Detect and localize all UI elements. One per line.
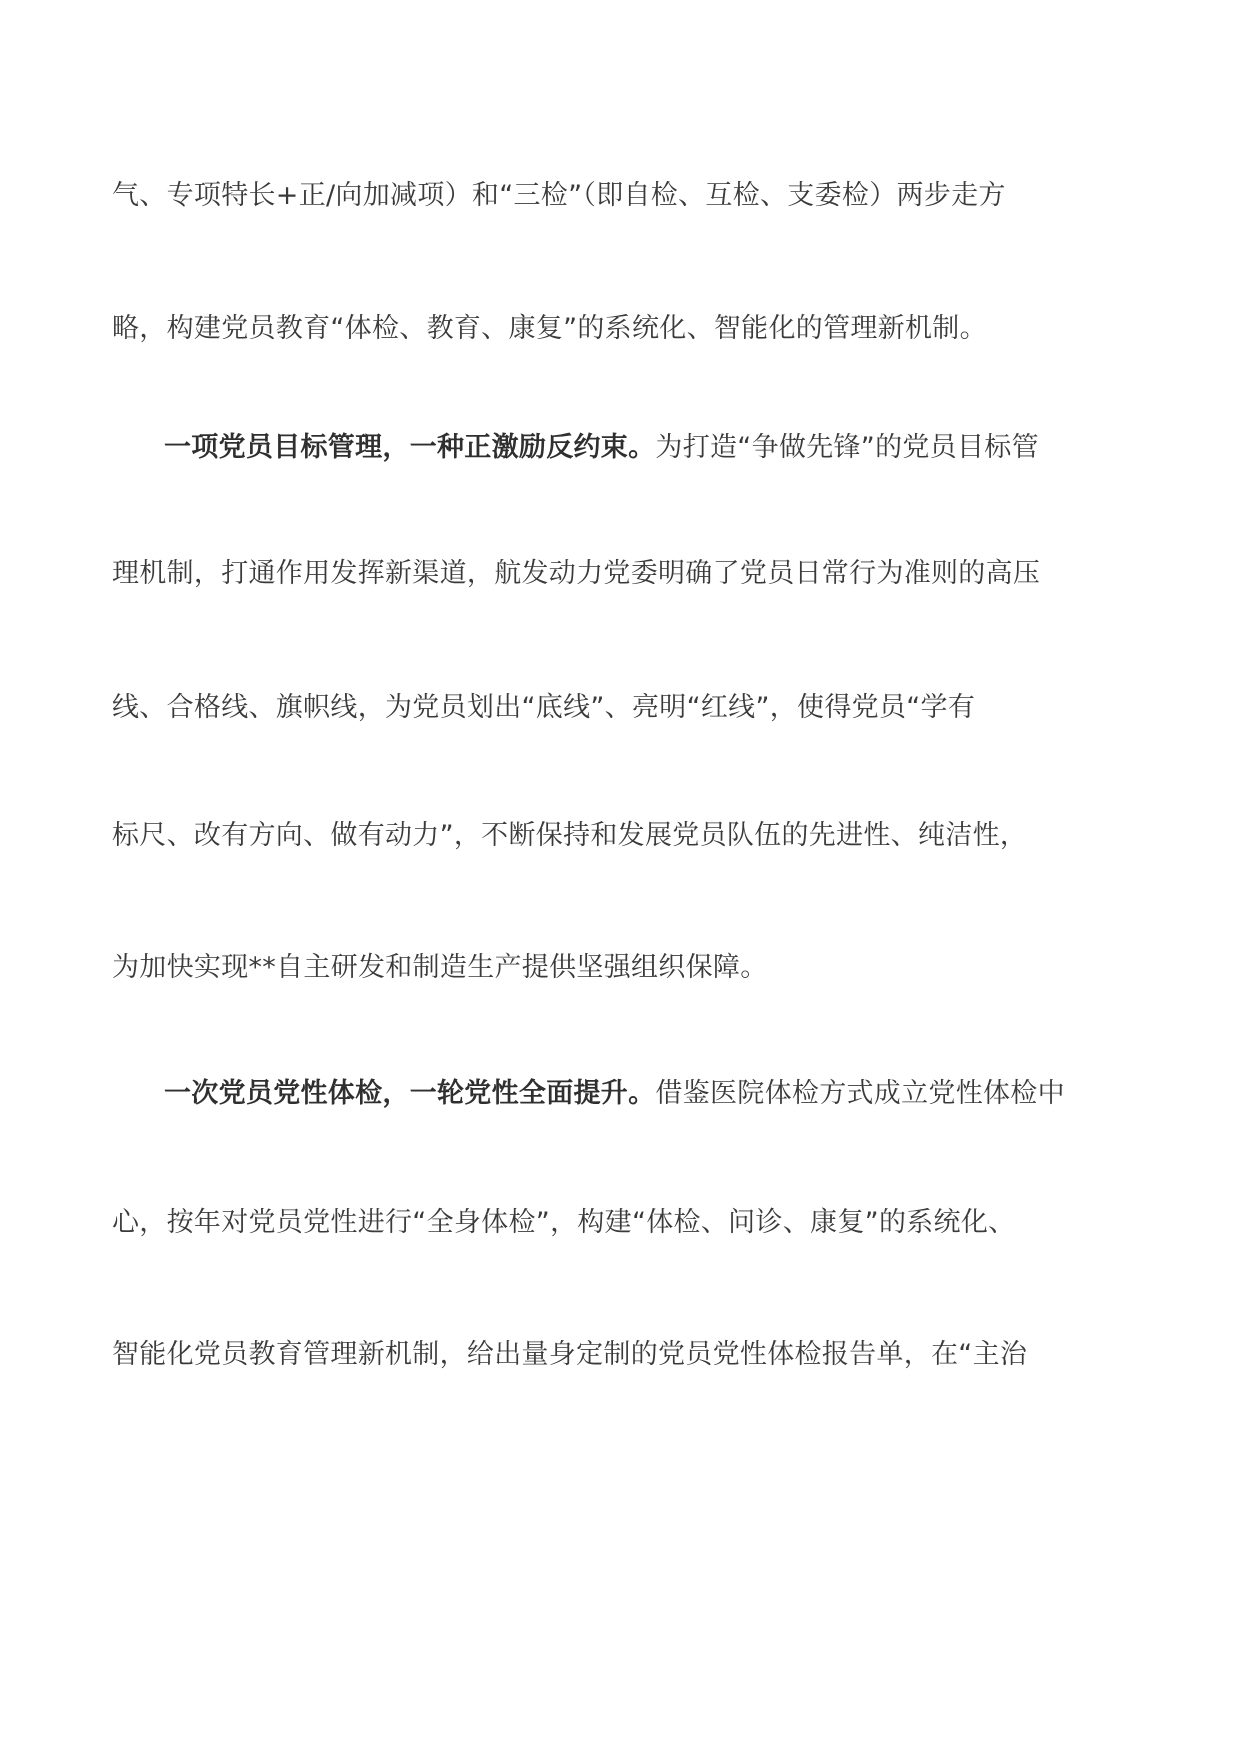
paragraph-heading: 一次党员党性体检，一轮党性全面提升。 bbox=[164, 1078, 656, 1109]
paragraph-text: 为打造“争做先锋”的党员目标管 bbox=[655, 432, 1039, 463]
paragraph-start-line bbox=[164, 428, 1152, 468]
text-line: 为加快实现**自主研发和制造生产提供坚强组织保障。 bbox=[112, 952, 768, 983]
text-line: 智能化党员教育管理新机制，给出量身定制的党员党性体检报告单，在“主治 bbox=[112, 1339, 1028, 1370]
text-line: 心，按年对党员党性进行“全身体检”，构建“体检、问诊、康复”的系统化、 bbox=[112, 1207, 1016, 1238]
text-line: 略，构建党员教育“体检、教育、康复”的系统化、智能化的管理新机制。 bbox=[112, 313, 987, 344]
text-line: 气、专项特长+正/向加减项）和“三检”（即自检、互检、支委检）两步走方 bbox=[112, 180, 1006, 211]
text-line: 理机制，打通作用发挥新渠道，航发动力党委明确了党员日常行为准则的高压 bbox=[112, 558, 1041, 589]
paragraph-heading: 一项党员目标管理，一种正激励反约束。 bbox=[164, 432, 656, 463]
text-line: 线、合格线、旗帜线，为党员划出“底线”、亮明“红线”，使得党员“学有 bbox=[112, 692, 976, 723]
paragraph-start-line bbox=[164, 1074, 1152, 1114]
paragraph-text: 借鉴医院体检方式成立党性体检中 bbox=[655, 1078, 1065, 1109]
text-line: 标尺、改有方向、做有动力”，不断保持和发展党员队伍的先进性、纯洁性， bbox=[112, 820, 1028, 851]
